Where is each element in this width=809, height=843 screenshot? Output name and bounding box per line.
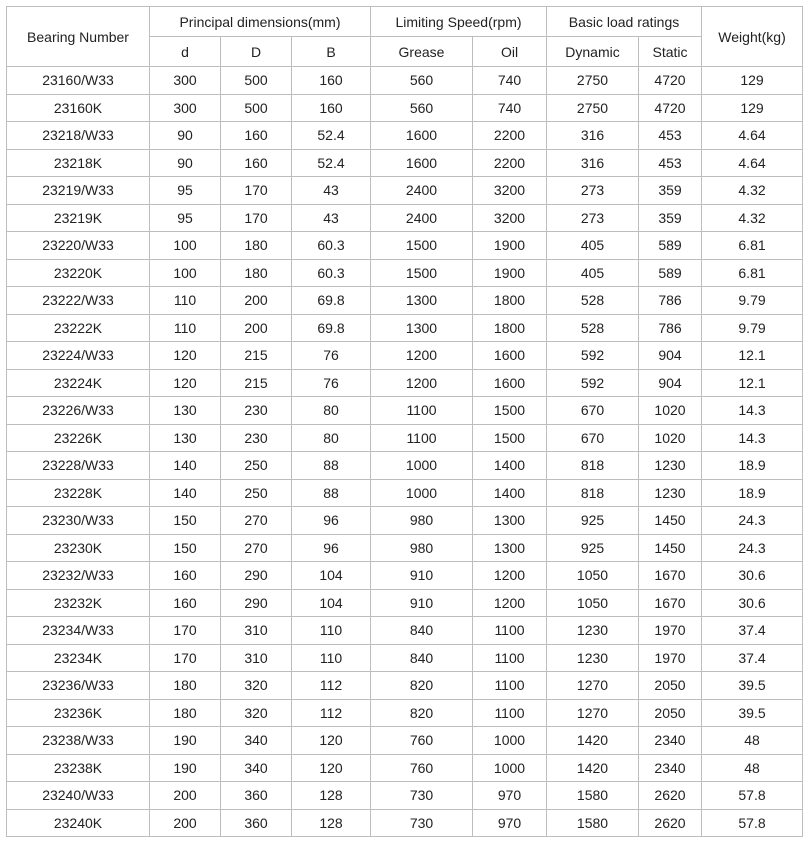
D-cell: 270 [221,534,292,562]
static-cell: 1670 [639,589,702,617]
weight-cell: 24.3 [702,534,803,562]
table-row [7,562,803,590]
bearing-number-cell: 23219K [7,204,150,232]
grease-cell: 1500 [371,259,473,287]
B-cell: 112 [292,672,371,700]
weight-cell: 6.81 [702,259,803,287]
table-row [7,204,803,232]
grease-cell: 840 [371,644,473,672]
static-cell: 786 [639,314,702,342]
static-cell: 2050 [639,672,702,700]
dynamic-cell: 670 [547,424,639,452]
weight-cell: 18.9 [702,479,803,507]
D-cell: 250 [221,479,292,507]
weight-cell: 129 [702,94,803,122]
weight-cell: 4.32 [702,177,803,205]
table-header [7,7,803,67]
d-cell: 300 [150,94,221,122]
bearing-number-cell: 23238K [7,754,150,782]
B-cell: 80 [292,424,371,452]
bearing-number-cell: 23219/W33 [7,177,150,205]
header-dynamic: Dynamic [547,37,639,67]
oil-cell: 1100 [473,699,547,727]
table-row [7,67,803,95]
dynamic-cell: 1580 [547,782,639,810]
table-row [7,369,803,397]
weight-cell: 4.64 [702,122,803,150]
B-cell: 160 [292,94,371,122]
oil-cell: 970 [473,809,547,837]
dynamic-cell: 2750 [547,67,639,95]
grease-cell: 2400 [371,177,473,205]
oil-cell: 970 [473,782,547,810]
dynamic-cell: 528 [547,314,639,342]
B-cell: 110 [292,644,371,672]
B-cell: 112 [292,699,371,727]
oil-cell: 1300 [473,534,547,562]
grease-cell: 980 [371,507,473,535]
d-cell: 110 [150,314,221,342]
grease-cell: 560 [371,67,473,95]
dynamic-cell: 405 [547,232,639,260]
dynamic-cell: 1230 [547,644,639,672]
d-cell: 180 [150,699,221,727]
dynamic-cell: 1580 [547,809,639,837]
static-cell: 359 [639,177,702,205]
d-cell: 110 [150,287,221,315]
D-cell: 290 [221,589,292,617]
oil-cell: 1000 [473,754,547,782]
bearing-number-cell: 23228K [7,479,150,507]
D-cell: 230 [221,424,292,452]
bearing-number-cell: 23224/W33 [7,342,150,370]
weight-cell: 30.6 [702,562,803,590]
B-cell: 160 [292,67,371,95]
bearing-number-cell: 23240/W33 [7,782,150,810]
d-cell: 90 [150,149,221,177]
static-cell: 1020 [639,424,702,452]
oil-cell: 1100 [473,672,547,700]
static-cell: 2340 [639,727,702,755]
table-row [7,342,803,370]
bearing-number-cell: 23232K [7,589,150,617]
static-cell: 1230 [639,452,702,480]
d-cell: 95 [150,177,221,205]
dynamic-cell: 273 [547,177,639,205]
weight-cell: 4.32 [702,204,803,232]
oil-cell: 1800 [473,314,547,342]
B-cell: 96 [292,507,371,535]
table-row [7,672,803,700]
table-row [7,809,803,837]
oil-cell: 1200 [473,562,547,590]
grease-cell: 1600 [371,122,473,150]
weight-cell: 12.1 [702,369,803,397]
static-cell: 2050 [639,699,702,727]
D-cell: 320 [221,699,292,727]
static-cell: 4720 [639,94,702,122]
bearing-number-cell: 23232/W33 [7,562,150,590]
d-cell: 300 [150,67,221,95]
bearing-number-cell: 23238/W33 [7,727,150,755]
bearing-number-cell: 23230/W33 [7,507,150,535]
oil-cell: 1500 [473,424,547,452]
table-row [7,122,803,150]
bearing-number-cell: 23240K [7,809,150,837]
bearing-number-cell: 23218K [7,149,150,177]
bearing-number-cell: 23234K [7,644,150,672]
dynamic-cell: 1270 [547,672,639,700]
oil-cell: 1400 [473,452,547,480]
bearing-number-cell: 23220/W33 [7,232,150,260]
dynamic-cell: 1050 [547,589,639,617]
header-static: Static [639,37,702,67]
oil-cell: 3200 [473,177,547,205]
weight-cell: 48 [702,727,803,755]
bearing-number-cell: 23220K [7,259,150,287]
oil-cell: 740 [473,94,547,122]
D-cell: 500 [221,94,292,122]
dynamic-cell: 1420 [547,754,639,782]
weight-cell: 9.79 [702,287,803,315]
grease-cell: 1600 [371,149,473,177]
table-row [7,727,803,755]
header-weight: Weight(kg) [702,7,803,67]
header-basic-load-ratings: Basic load ratings [547,7,702,37]
bearing-number-cell: 23236K [7,699,150,727]
bearing-number-cell: 23218/W33 [7,122,150,150]
static-cell: 589 [639,259,702,287]
bearing-number-cell: 23236/W33 [7,672,150,700]
d-cell: 120 [150,342,221,370]
d-cell: 200 [150,809,221,837]
grease-cell: 840 [371,617,473,645]
D-cell: 230 [221,397,292,425]
dynamic-cell: 592 [547,342,639,370]
D-cell: 200 [221,287,292,315]
B-cell: 120 [292,727,371,755]
header-limiting-speed: Limiting Speed(rpm) [371,7,547,37]
oil-cell: 1100 [473,644,547,672]
bearing-number-cell: 23230K [7,534,150,562]
static-cell: 589 [639,232,702,260]
weight-cell: 24.3 [702,507,803,535]
header-d: d [150,37,221,67]
D-cell: 170 [221,204,292,232]
B-cell: 88 [292,479,371,507]
static-cell: 453 [639,122,702,150]
weight-cell: 39.5 [702,699,803,727]
bearing-number-cell: 23226K [7,424,150,452]
header-D: D [221,37,292,67]
B-cell: 69.8 [292,287,371,315]
dynamic-cell: 1270 [547,699,639,727]
weight-cell: 57.8 [702,782,803,810]
dynamic-cell: 925 [547,507,639,535]
bearing-number-cell: 23224K [7,369,150,397]
table-row [7,782,803,810]
B-cell: 104 [292,562,371,590]
weight-cell: 57.8 [702,809,803,837]
static-cell: 1970 [639,617,702,645]
header-oil: Oil [473,37,547,67]
D-cell: 340 [221,727,292,755]
B-cell: 43 [292,204,371,232]
d-cell: 150 [150,507,221,535]
dynamic-cell: 818 [547,452,639,480]
oil-cell: 3200 [473,204,547,232]
d-cell: 150 [150,534,221,562]
weight-cell: 37.4 [702,644,803,672]
bearing-number-cell: 23228/W33 [7,452,150,480]
bearing-number-cell: 23160/W33 [7,67,150,95]
static-cell: 786 [639,287,702,315]
header-principal-dimensions: Principal dimensions(mm) [150,7,371,37]
D-cell: 170 [221,177,292,205]
bearing-number-cell: 23222/W33 [7,287,150,315]
weight-cell: 9.79 [702,314,803,342]
D-cell: 215 [221,342,292,370]
d-cell: 95 [150,204,221,232]
d-cell: 160 [150,589,221,617]
grease-cell: 760 [371,754,473,782]
d-cell: 160 [150,562,221,590]
oil-cell: 1100 [473,617,547,645]
table-row [7,754,803,782]
grease-cell: 2400 [371,204,473,232]
static-cell: 2620 [639,782,702,810]
table-row [7,534,803,562]
dynamic-cell: 2750 [547,94,639,122]
grease-cell: 560 [371,94,473,122]
D-cell: 270 [221,507,292,535]
d-cell: 130 [150,397,221,425]
grease-cell: 910 [371,589,473,617]
grease-cell: 1000 [371,452,473,480]
grease-cell: 910 [371,562,473,590]
weight-cell: 18.9 [702,452,803,480]
weight-cell: 48 [702,754,803,782]
grease-cell: 730 [371,809,473,837]
D-cell: 340 [221,754,292,782]
d-cell: 140 [150,479,221,507]
D-cell: 310 [221,617,292,645]
B-cell: 69.8 [292,314,371,342]
dynamic-cell: 592 [547,369,639,397]
d-cell: 100 [150,232,221,260]
table-row [7,589,803,617]
dynamic-cell: 405 [547,259,639,287]
d-cell: 170 [150,644,221,672]
B-cell: 128 [292,782,371,810]
D-cell: 320 [221,672,292,700]
oil-cell: 740 [473,67,547,95]
D-cell: 290 [221,562,292,590]
dynamic-cell: 273 [547,204,639,232]
dynamic-cell: 316 [547,122,639,150]
header-bearing-number: Bearing Number [7,7,150,67]
dynamic-cell: 528 [547,287,639,315]
header-grease: Grease [371,37,473,67]
grease-cell: 980 [371,534,473,562]
weight-cell: 12.1 [702,342,803,370]
weight-cell: 129 [702,67,803,95]
dynamic-cell: 1230 [547,617,639,645]
grease-cell: 1000 [371,479,473,507]
static-cell: 453 [639,149,702,177]
bearing-number-cell: 23160K [7,94,150,122]
d-cell: 130 [150,424,221,452]
dynamic-cell: 670 [547,397,639,425]
weight-cell: 30.6 [702,589,803,617]
table-row [7,94,803,122]
oil-cell: 1900 [473,259,547,287]
static-cell: 904 [639,342,702,370]
table-row [7,644,803,672]
D-cell: 310 [221,644,292,672]
oil-cell: 2200 [473,122,547,150]
oil-cell: 1200 [473,589,547,617]
oil-cell: 1000 [473,727,547,755]
B-cell: 52.4 [292,122,371,150]
B-cell: 88 [292,452,371,480]
static-cell: 1450 [639,534,702,562]
static-cell: 1230 [639,479,702,507]
grease-cell: 760 [371,727,473,755]
B-cell: 104 [292,589,371,617]
d-cell: 190 [150,754,221,782]
table-row [7,287,803,315]
table-row [7,149,803,177]
B-cell: 52.4 [292,149,371,177]
bearing-number-cell: 23226/W33 [7,397,150,425]
static-cell: 1970 [639,644,702,672]
table-row [7,259,803,287]
weight-cell: 4.64 [702,149,803,177]
B-cell: 120 [292,754,371,782]
D-cell: 360 [221,809,292,837]
D-cell: 160 [221,122,292,150]
B-cell: 128 [292,809,371,837]
B-cell: 43 [292,177,371,205]
oil-cell: 1600 [473,369,547,397]
weight-cell: 39.5 [702,672,803,700]
table-row [7,617,803,645]
grease-cell: 1200 [371,342,473,370]
table-row [7,479,803,507]
grease-cell: 820 [371,672,473,700]
oil-cell: 1500 [473,397,547,425]
d-cell: 200 [150,782,221,810]
B-cell: 60.3 [292,259,371,287]
header-B: B [292,37,371,67]
weight-cell: 14.3 [702,397,803,425]
d-cell: 190 [150,727,221,755]
grease-cell: 1100 [371,397,473,425]
D-cell: 360 [221,782,292,810]
table-row [7,232,803,260]
D-cell: 180 [221,232,292,260]
d-cell: 100 [150,259,221,287]
oil-cell: 2200 [473,149,547,177]
static-cell: 2340 [639,754,702,782]
B-cell: 96 [292,534,371,562]
table-row [7,452,803,480]
static-cell: 904 [639,369,702,397]
B-cell: 60.3 [292,232,371,260]
oil-cell: 1300 [473,507,547,535]
dynamic-cell: 925 [547,534,639,562]
B-cell: 80 [292,397,371,425]
grease-cell: 1100 [371,424,473,452]
d-cell: 180 [150,672,221,700]
D-cell: 200 [221,314,292,342]
grease-cell: 1200 [371,369,473,397]
static-cell: 1020 [639,397,702,425]
B-cell: 76 [292,342,371,370]
D-cell: 500 [221,67,292,95]
bearing-specs-table [6,6,803,837]
d-cell: 140 [150,452,221,480]
dynamic-cell: 1420 [547,727,639,755]
table-row [7,424,803,452]
B-cell: 76 [292,369,371,397]
d-cell: 120 [150,369,221,397]
grease-cell: 820 [371,699,473,727]
oil-cell: 1400 [473,479,547,507]
d-cell: 90 [150,122,221,150]
grease-cell: 1500 [371,232,473,260]
bearing-number-cell: 23222K [7,314,150,342]
D-cell: 215 [221,369,292,397]
oil-cell: 1800 [473,287,547,315]
D-cell: 250 [221,452,292,480]
D-cell: 160 [221,149,292,177]
table-row [7,177,803,205]
table-row [7,314,803,342]
dynamic-cell: 1050 [547,562,639,590]
bearing-number-cell: 23234/W33 [7,617,150,645]
table-body [7,67,803,837]
static-cell: 4720 [639,67,702,95]
weight-cell: 14.3 [702,424,803,452]
oil-cell: 1900 [473,232,547,260]
table-row [7,699,803,727]
static-cell: 1670 [639,562,702,590]
dynamic-cell: 316 [547,149,639,177]
static-cell: 1450 [639,507,702,535]
d-cell: 170 [150,617,221,645]
grease-cell: 1300 [371,314,473,342]
B-cell: 110 [292,617,371,645]
grease-cell: 1300 [371,287,473,315]
table-row [7,507,803,535]
static-cell: 359 [639,204,702,232]
oil-cell: 1600 [473,342,547,370]
D-cell: 180 [221,259,292,287]
weight-cell: 37.4 [702,617,803,645]
weight-cell: 6.81 [702,232,803,260]
dynamic-cell: 818 [547,479,639,507]
table-row [7,397,803,425]
grease-cell: 730 [371,782,473,810]
static-cell: 2620 [639,809,702,837]
